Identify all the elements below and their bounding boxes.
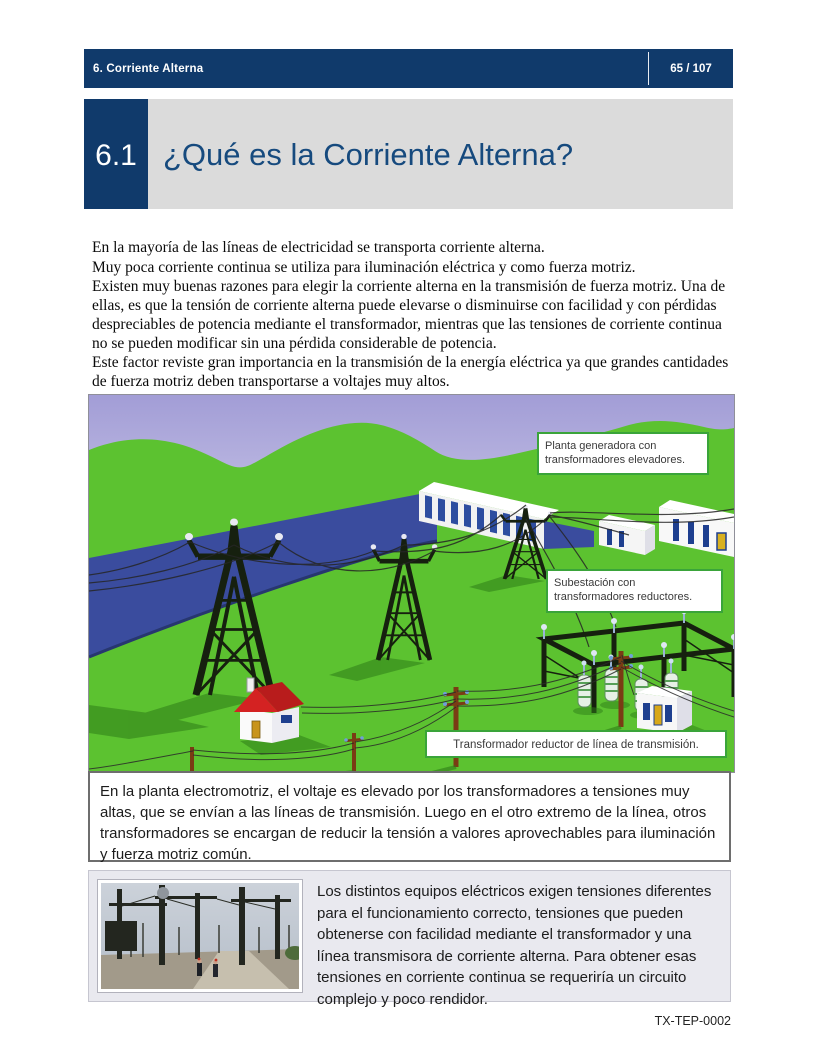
section-number: 6.1 [84, 99, 148, 209]
callout-generating-plant: Planta generadora con transformadores elevadores. [537, 432, 709, 475]
intro-paragraph: En la mayoría de las líneas de electricidad se transporta corriente alterna. [92, 238, 545, 256]
substation-photo [97, 879, 303, 993]
info-panel [88, 870, 731, 1008]
body-paragraph: Muy poca corriente continua se utiliza para iluminación eléctrica y como fuerza motriz. [92, 259, 636, 276]
callout-substation: Subestación con transformadores reductores. [546, 569, 723, 613]
page-header [84, 49, 733, 88]
page-title: ¿Qué es la Corriente Alterna? [148, 99, 733, 209]
transmission-diagram [88, 394, 735, 773]
callout-line-transformer: Transformador reductor de línea de transmisión. [425, 730, 727, 758]
header-section-label: 6. Corriente Alterna [93, 62, 204, 75]
chapter-title-band [84, 99, 733, 209]
body-text [92, 258, 736, 391]
document-code: TX-TEP-0002 [654, 1014, 731, 1028]
info-text: Los distintos equipos eléctricos exigen tensiones diferentes para el funcionamiento correcto, tensiones que pueden obtenerse con facilidad mediante el transformador y una línea transmisora de corriente alterna. Para obtener esas tensiones en corriente continua se requeriría un circuito complejo y poco rendidor. [317, 883, 712, 1008]
substation-photo-graphic [101, 883, 299, 989]
figure-caption: En la planta electromotriz, el voltaje es elevado por los transformadores a tensiones muy altas, que se envían a las líneas de transmisión. Luego en el otro extremo de la línea, otros transformadores se encargan de reducir la tensión a valores aprovechables para iluminación y fuerza motriz común. [88, 771, 731, 862]
body-paragraph: Existen muy buenas razones para elegir la corriente alterna en la transmisión de fuerza motriz. Una de ellas, es que la tensión de corriente alterna puede elevarse o disminuirse con facilidad y con pérdidas despreciables de potencia mediante el transformador, mientras que las tensiones de corriente continua no se pueden modificar sin una pérdida considerable de potencia. [92, 278, 726, 352]
page-footer [88, 1014, 731, 1028]
header-page-number: 65 / 107 [670, 62, 712, 75]
body-paragraph: Este factor reviste gran importancia en la transmisión de la energía eléctrica ya que grandes cantidades de fuerza motriz deben transportarse a voltajes muy altos. [92, 354, 729, 390]
